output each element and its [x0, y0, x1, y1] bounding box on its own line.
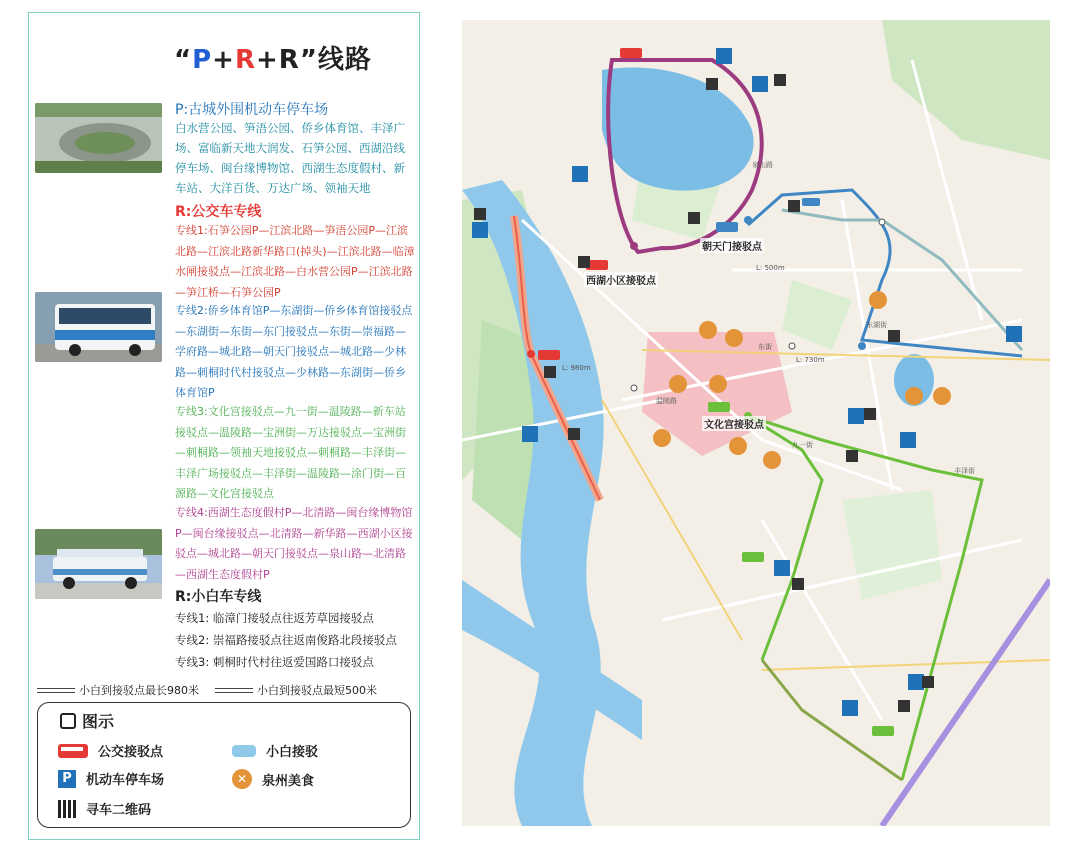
title-plus-1: + — [212, 45, 235, 75]
fengze-street-label: 丰泽街 — [954, 467, 975, 475]
food-icon: ✕ — [232, 769, 252, 789]
distance-longest-text: 小白到接驳点最长980米 — [79, 684, 199, 697]
parking-icon: P — [58, 770, 76, 788]
cart-line-2: 专线2: 崇福路接驳点往返南俊路北段接驳点 — [175, 633, 397, 647]
legend-food — [232, 769, 314, 789]
legend-parking — [58, 769, 164, 788]
distance-730-label: L: 730m — [796, 356, 825, 364]
bus-line-3: 专线3:文化宫接驳点—九一街—温陵路—新车站接驳点—温陵路—宝洲街—万达接驳点—宝洲街—刺桐路—领袖天地接驳点—刺桐路—丰泽街—丰泽广场接驳点—丰泽街—温陵路—涂门街—百源路—文化宫接驳点 — [175, 405, 406, 500]
legend-parking-label: 机动车停车场 — [86, 773, 165, 788]
distance-note-shortest — [215, 682, 377, 698]
legend-cart — [232, 741, 318, 760]
bus-line-2: 专线2:侨乡体育馆P—东湖街—侨乡体育馆接驳点—东湖街—东街—东门接驳点—东街—崇福路—学府路—城北路—朝天门接驳点—城北路—少林路—刺桐时代村接驳点—少林路—东湖街—侨乡体育馆P — [175, 304, 413, 399]
double-line-icon — [37, 688, 75, 693]
dongjie-label: 东街 — [758, 343, 772, 351]
route-map — [462, 20, 1050, 826]
quanshan-road-label: 泉山路 — [752, 161, 773, 169]
cart-line-1: 专线1: 临漳门接驳点往返芳草园接驳点 — [175, 611, 374, 625]
distance-980-label: L: 980m — [562, 364, 591, 372]
legend-cart-label: 小白接驳 — [266, 745, 319, 760]
double-line-icon — [215, 688, 253, 693]
xihu-stop-label: 西湖小区接驳点 — [584, 272, 658, 287]
route-info-panel — [28, 12, 420, 840]
title-r-outline: R — [278, 45, 300, 75]
wenhuagong-stop-label: 文化宫接驳点 — [702, 416, 766, 431]
donghu-street-label: 东湖街 — [866, 321, 887, 329]
cart-line-3: 专线3: 刺桐时代村往返爱国路口接驳点 — [175, 655, 374, 669]
bus-line-1: 专线1:石笋公园P—江滨北路—笋浯公园P—江滨北路—江滨北路新华路口(掉头)—江滨北路—临漳水闸接驳点—江滨北路—白水营公园P—江滨北路—笋江桥—石笋公园P — [175, 224, 415, 299]
cart-photo — [35, 529, 162, 599]
distance-shortest-text: 小白到接驳点最短500米 — [257, 684, 377, 697]
parking-lot-list: 白水营公园、笋浯公园、侨乡体育馆、丰泽广场、富临新天地大润发、石笋公园、西湖沿线停车场、闽台缘博物馆、西湖生态度假村、新车站、大洋百货、万达广场、领袖天地 — [175, 121, 405, 195]
legend-title-text: 图示 — [82, 712, 115, 731]
parking-heading: P:古城外围机动车停车场 — [175, 102, 329, 118]
bus-photo — [35, 292, 162, 362]
legend-qr-label: 寻车二维码 — [86, 803, 152, 818]
jiuyi-street-label: 九一街 — [792, 441, 813, 449]
cart-line-heading: R:小白车专线 — [175, 589, 262, 605]
map-legend — [37, 702, 411, 828]
wenling-road-label: 温陵路 — [656, 397, 677, 405]
legend-square-icon — [60, 713, 76, 729]
legend-qr — [58, 799, 151, 818]
parking-lot-photo — [35, 103, 162, 173]
chaotianmen-stop-label: 朝天门接驳点 — [700, 238, 764, 253]
bus-line-4: 专线4:西湖生态度假村P—北清路—闽台缘博物馆P—闽台缘接驳点—北清路—新华路—西湖小区接驳点—城北路—朝天门接驳点—泉山路—北清路—西湖生态度假村P — [175, 506, 413, 581]
page-title: “P+R+R”线路 — [174, 45, 372, 75]
legend-food-label: 泉州美食 — [262, 773, 315, 789]
bus-line-heading: R:公交车专线 — [175, 204, 262, 220]
title-plus-2: + — [255, 45, 279, 75]
cart-icon — [232, 745, 256, 757]
legend-bus-stop — [58, 741, 163, 760]
title-r: R — [234, 45, 256, 75]
distance-note-longest — [37, 682, 199, 698]
qr-code-icon — [58, 800, 76, 818]
legend-title — [60, 709, 114, 732]
legend-bus-stop-label: 公交接驳点 — [98, 745, 164, 760]
title-p: P — [192, 45, 213, 75]
bus-icon — [58, 744, 88, 758]
distance-500-label: L: 500m — [756, 264, 785, 272]
title-suffix: 线路 — [317, 45, 372, 75]
